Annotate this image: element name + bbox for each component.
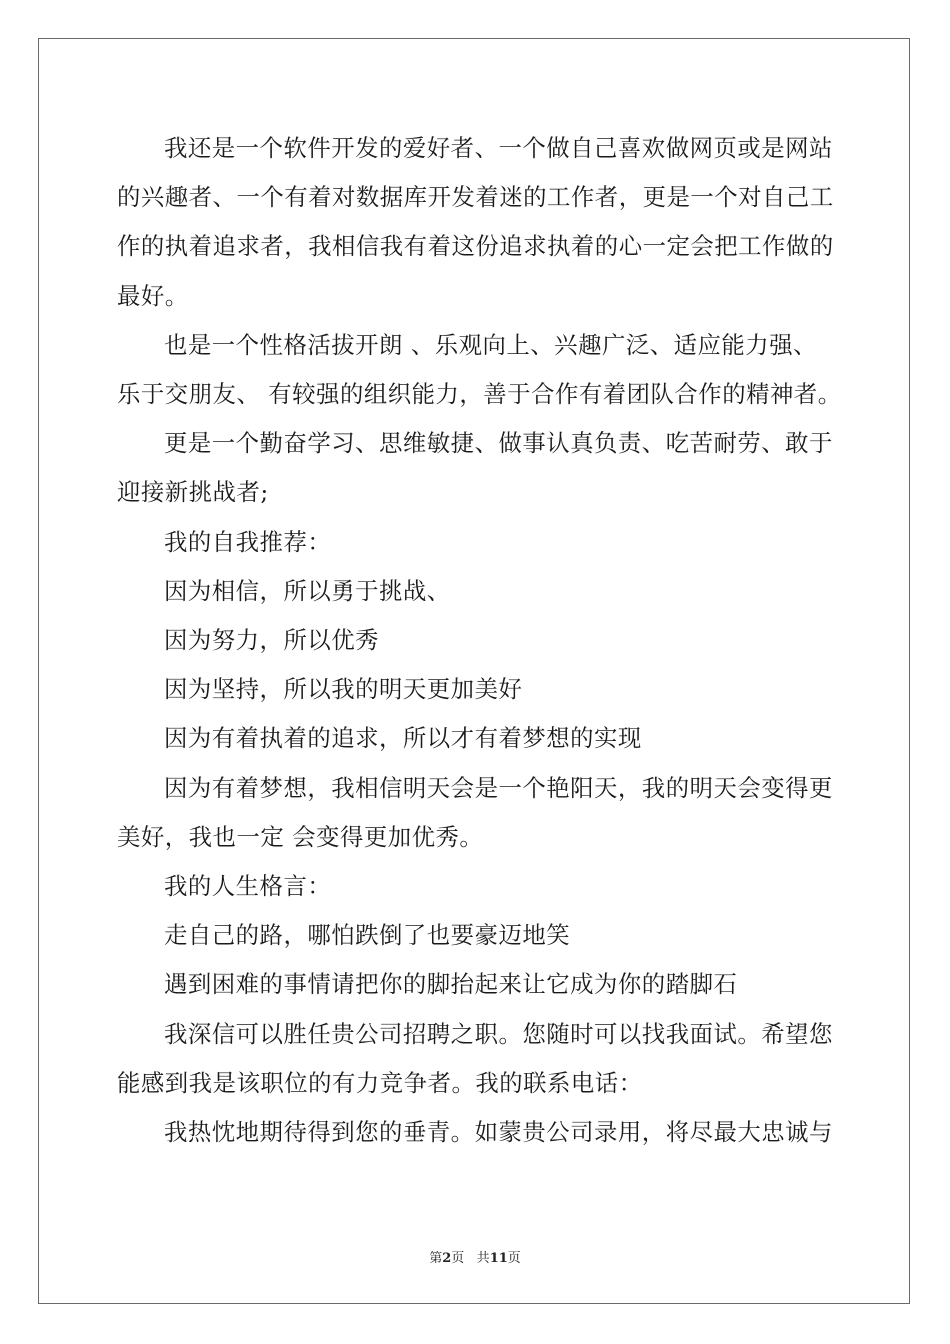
paragraph-line: 因为努力，所以优秀: [164, 626, 380, 655]
paragraph-line: 迎接新挑战者;: [117, 478, 269, 507]
paragraph-line: 的兴趣者、一个有着对数据库开发着迷的工作者，更是一个对自己工: [117, 183, 834, 212]
paragraph-line: 因为有着执着的追求，所以才有着梦想的实现: [164, 724, 642, 753]
paragraph-line: 也是一个性格活拔开朗 、乐观向上、兴趣广泛、适应能力强、: [164, 330, 817, 359]
footer-total-prefix: 共: [476, 1251, 490, 1266]
footer-total-unit: 页: [507, 1251, 521, 1266]
paragraph-line: 遇到困难的事情请把你的脚抬起来让它成为你的踏脚石: [164, 970, 738, 999]
paragraph-line: 更是一个勤奋学习、思维敏捷、做事认真负责、吃苦耐劳、敢于: [164, 429, 833, 458]
document-body: [117, 124, 842, 1157]
paragraph-line: 乐于交朋友、 有较强的组织能力，善于合作有着团队合作的精神者。: [117, 380, 842, 409]
paragraph-line: 作的执着追求者，我相信我有着这份追求执着的心一定会把工作做的: [117, 232, 834, 261]
footer-page-unit: 页: [451, 1251, 465, 1266]
paragraph-line: 因为有着梦想，我相信明天会是一个艳阳天，我的明天会变得更: [164, 773, 833, 802]
footer-page-prefix: 第: [429, 1251, 443, 1266]
footer-total-pages: 11: [489, 1251, 508, 1266]
paragraph-line: 我深信可以胜任贵公司招聘之职。您随时可以找我面试。希望您: [164, 1019, 833, 1048]
paragraph-line: 我还是一个软件开发的爱好者、一个做自己喜欢做网页或是网站: [164, 134, 833, 162]
paragraph-line: 因为坚持，所以我的明天更加美好: [164, 675, 523, 704]
paragraph-line: 我热忱地期待得到您的垂青。如蒙贵公司录用，将尽最大忠诚与: [164, 1118, 833, 1147]
paragraph-line: 因为相信，所以勇于挑战、: [164, 576, 451, 605]
paragraph-line: 我的自我推荐：: [164, 527, 332, 556]
paragraph-line: 最好。: [117, 281, 189, 310]
footer-current-page: 2: [442, 1251, 452, 1266]
paragraph-line: 我的人生格言：: [164, 872, 332, 901]
paragraph-line: 美好，我也一定 会变得更加优秀。: [117, 822, 484, 851]
paragraph-line: 能感到我是该职位的有力竞争者。我的联系电话：: [117, 1068, 643, 1097]
page-footer: [0, 1247, 950, 1266]
paragraph-line: 走自己的路，哪怕跌倒了也要豪迈地笑: [164, 921, 571, 950]
